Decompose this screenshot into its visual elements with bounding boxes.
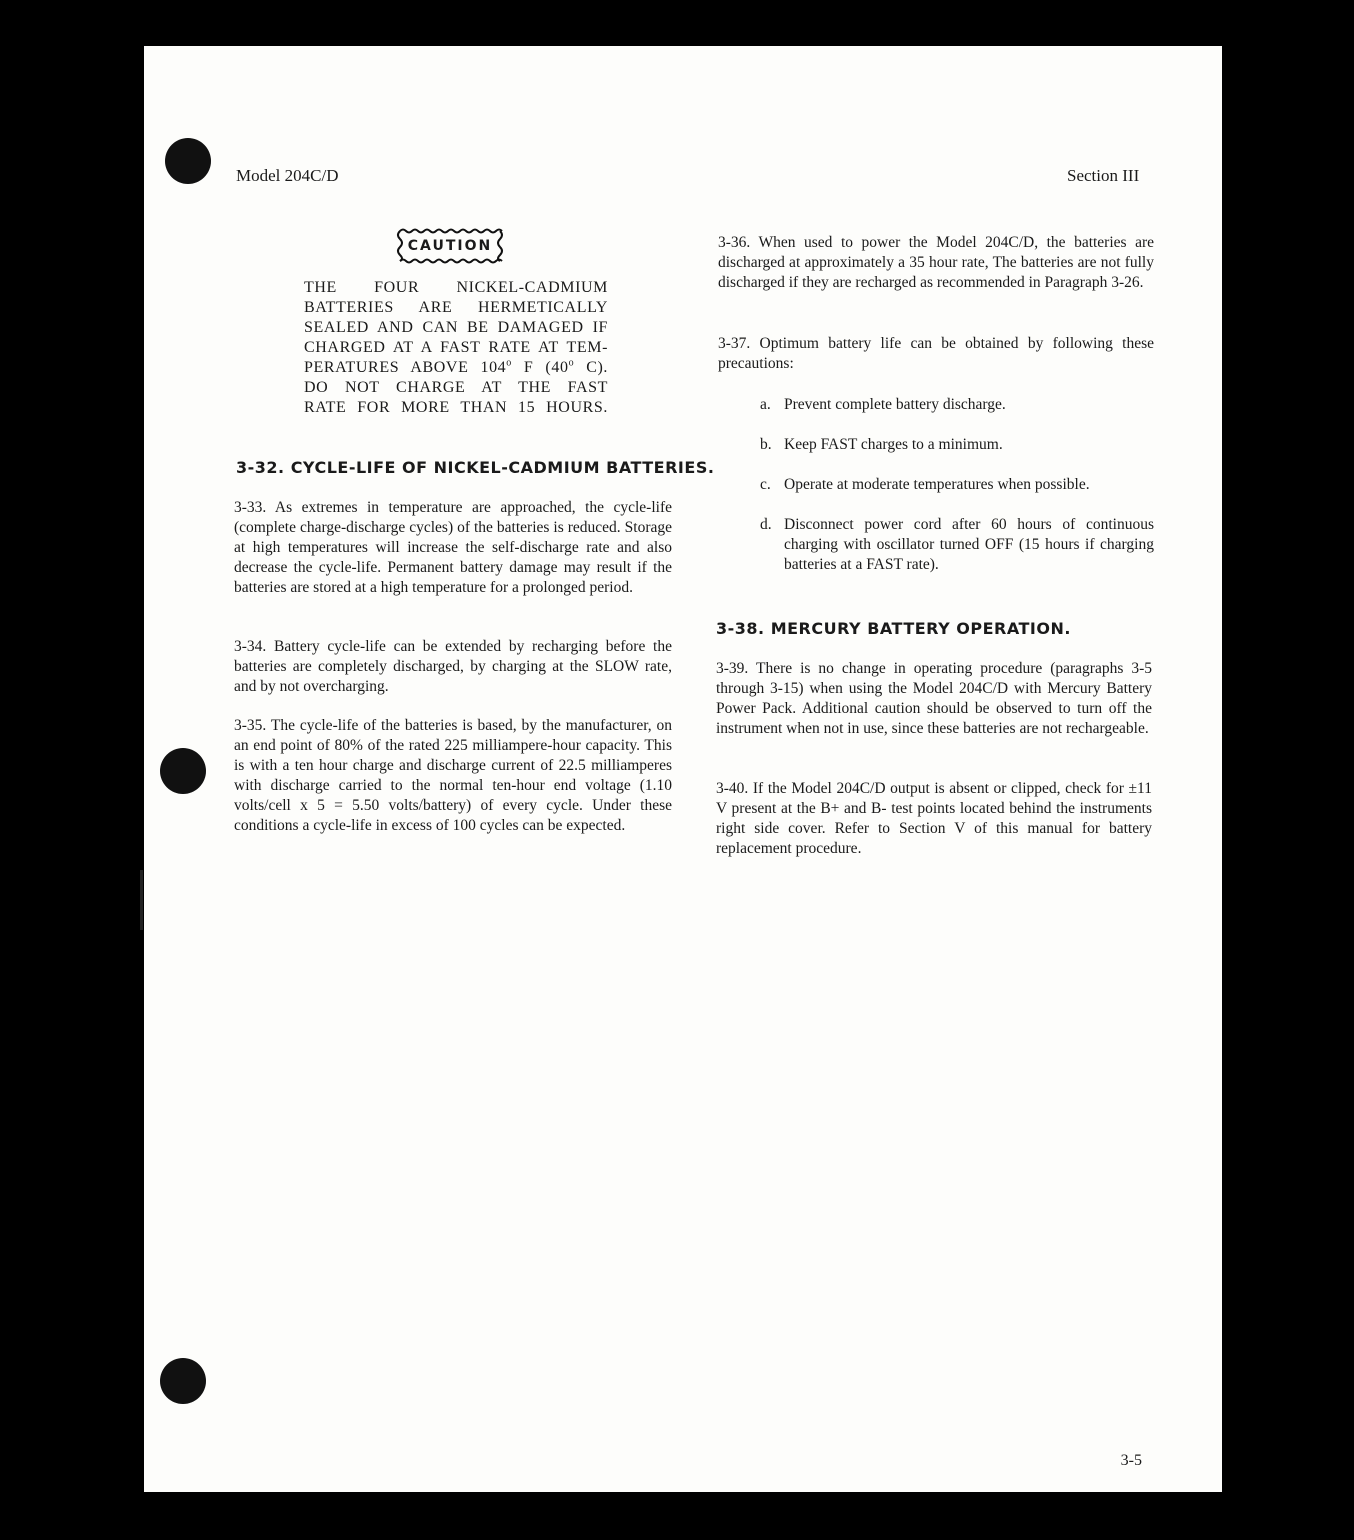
precaution-item-d: d. Disconnect power cord after 60 hours of continuous charging with oscillator turned OFF (15 hours if charging batteries at a FAST rate). bbox=[760, 516, 1154, 573]
paragraph-3-36: 3-36. When used to power the Model 204C/D, the batteries are discharged at approximately a 35 hour rate, The batteries are not fully discharged if they are recharged as recommended in Paragraph 3-26. bbox=[718, 234, 1154, 291]
punch-hole bbox=[165, 138, 211, 184]
paragraph-3-39: 3-39. There is no change in operating procedure (paragraphs 3-5 through 3-15) when using the Model 204C/D with Mercury Battery Power Pack. Additional caution should be observed to turn off the instrument when not in use, since these batteries are not rechargeable. bbox=[716, 660, 1152, 737]
section-heading-3-32: 3-32. CYCLE-LIFE OF NICKEL-CADMIUM BATTERIES. bbox=[236, 458, 715, 477]
caution-line: BATTERIES ARE HERMETICALLY bbox=[304, 299, 608, 316]
scan-edge-mark bbox=[140, 870, 143, 930]
caution-label: CAUTION bbox=[407, 238, 493, 254]
paragraph-3-34: 3-34. Battery cycle-life can be extended by recharging before the batteries are completely discharged, by charging at the SLOW rate, and by not overcharging. bbox=[234, 638, 672, 695]
caution-line: RATE FOR MORE THAN 15 HOURS. bbox=[304, 399, 608, 416]
page-number: 3-5 bbox=[1120, 1452, 1142, 1469]
precaution-item-a: a. Prevent complete battery discharge. bbox=[760, 396, 1006, 413]
punch-hole bbox=[160, 748, 206, 794]
caution-line: THE FOUR NICKEL-CADMIUM bbox=[304, 279, 608, 296]
punch-hole bbox=[160, 1358, 206, 1404]
paragraph-3-40: 3-40. If the Model 204C/D output is absent or clipped, check for ±11 V present at the B+ and B- test points located behind the instruments right side cover. Refer to Section V of this manual for battery replacement procedure. bbox=[716, 780, 1152, 857]
header-model: Model 204C/D bbox=[236, 166, 339, 185]
paragraph-3-33: 3-33. As extremes in temperature are approached, the cycle-life (complete charge-discharge cycles) of the batteries is reduced. Storage at high temperatures will increase the self-discharge rate and also decrease the cycle-life. Permanent battery damage may result if the batteries are stored at a high temperature for a prolonged period. bbox=[234, 499, 672, 596]
header-section: Section III bbox=[1067, 166, 1140, 185]
precaution-item-c: c. Operate at moderate temperatures when possible. bbox=[760, 476, 1090, 493]
paragraph-3-37: 3-37. Optimum battery life can be obtained by following these precautions: bbox=[718, 335, 1154, 372]
caution-temperature-line: PERATURES ABOVE 104$^o$ F (40$^o$ C). bbox=[304, 357, 608, 376]
caution-line: DO NOT CHARGE AT THE FAST bbox=[304, 379, 608, 396]
paragraph-3-35: 3-35. The cycle-life of the batteries is based, by the manufacturer, on an end point of 80% of the rated 225 milliampere-hour capacity. This is with a ten hour charge and discharge current of 22.5 milliamperes with discharge carried to the normal ten-hour end voltage (1.10 volts/cell x 5 = 5.50 volts/battery) of every cycle. Under these conditions a cycle-life in excess of 100 cycles can be expected. bbox=[234, 717, 672, 834]
caution-text bbox=[304, 278, 608, 418]
section-heading-3-38: 3-38. MERCURY BATTERY OPERATION. bbox=[716, 619, 1071, 638]
caution-line: CHARGED AT A FAST RATE AT TEM- bbox=[304, 339, 608, 356]
caution-badge bbox=[396, 228, 504, 264]
precaution-item-b: b. Keep FAST charges to a minimum. bbox=[760, 436, 1003, 453]
caution-line: SEALED AND CAN BE DAMAGED IF bbox=[304, 319, 608, 336]
